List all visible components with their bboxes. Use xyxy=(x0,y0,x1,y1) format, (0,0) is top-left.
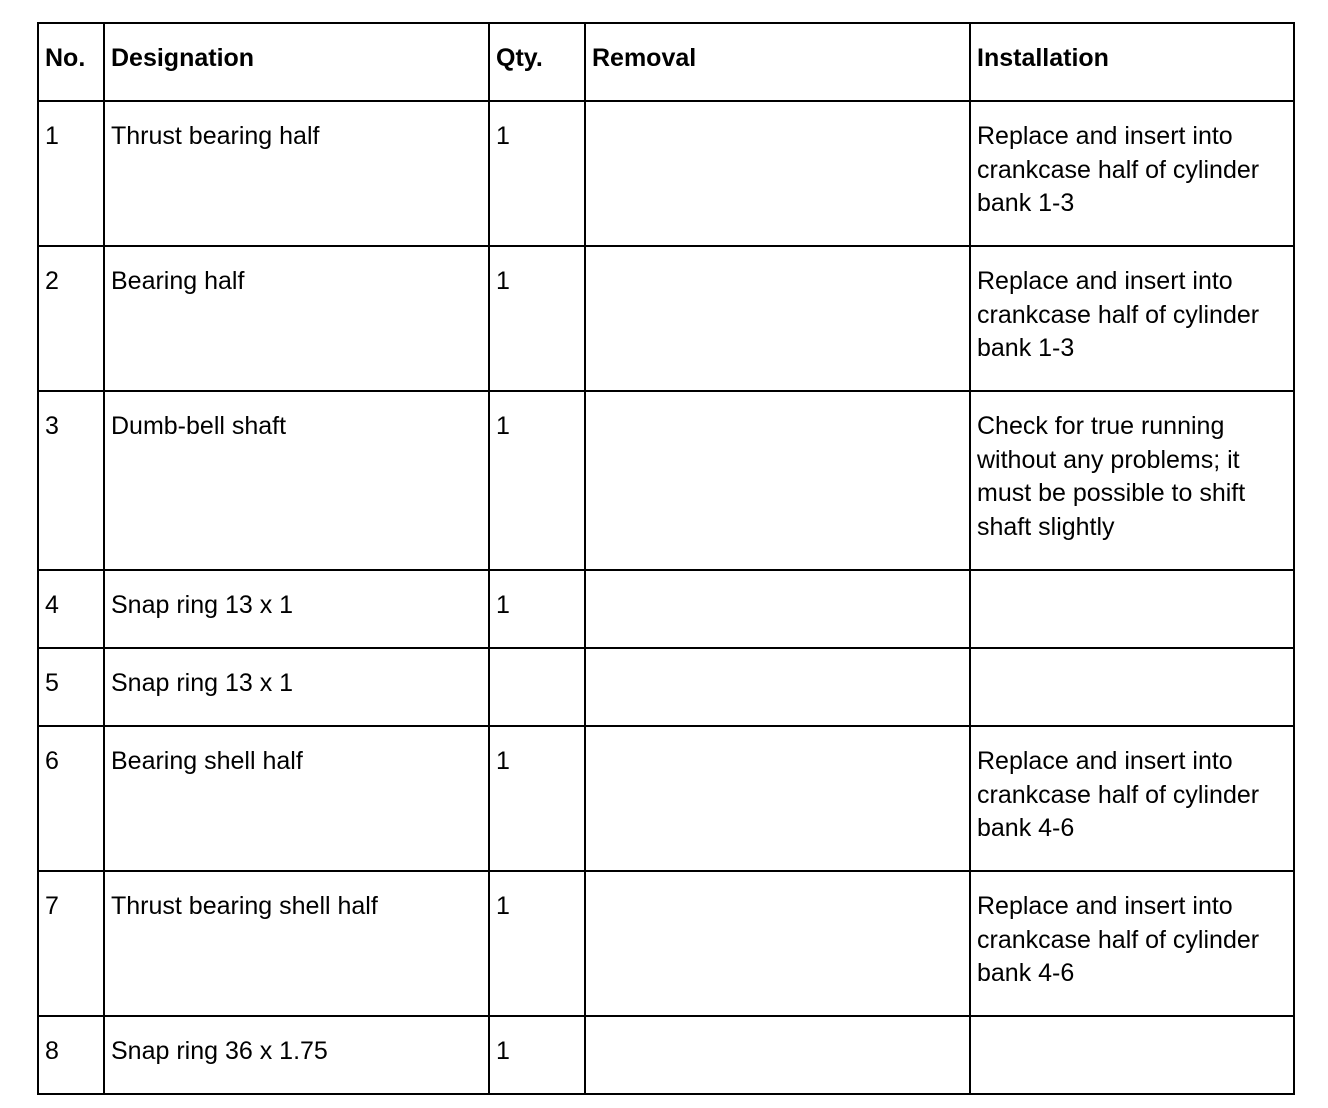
cell-no: 2 xyxy=(38,246,104,391)
header-no: No. xyxy=(38,23,104,101)
cell-removal xyxy=(585,1016,970,1094)
cell-qty: 1 xyxy=(489,871,585,1016)
table-row xyxy=(38,391,1294,570)
cell-installation: Replace and insert into crankcase half of cylinder bank 1-3 xyxy=(970,246,1294,391)
table-row xyxy=(38,726,1294,871)
cell-qty: 1 xyxy=(489,1016,585,1094)
header-designation: Designation xyxy=(104,23,489,101)
table-row xyxy=(38,246,1294,391)
cell-qty: 1 xyxy=(489,570,585,648)
cell-no: 7 xyxy=(38,871,104,1016)
cell-no: 6 xyxy=(38,726,104,871)
cell-designation: Snap ring 13 x 1 xyxy=(104,570,489,648)
cell-no: 5 xyxy=(38,648,104,726)
header-removal: Removal xyxy=(585,23,970,101)
cell-installation xyxy=(970,648,1294,726)
cell-installation: Replace and insert into crankcase half of cylinder bank 4-6 xyxy=(970,726,1294,871)
cell-installation: Replace and insert into crankcase half of cylinder bank 1-3 xyxy=(970,101,1294,246)
cell-no: 8 xyxy=(38,1016,104,1094)
header-qty: Qty. xyxy=(489,23,585,101)
cell-installation xyxy=(970,570,1294,648)
cell-no: 1 xyxy=(38,101,104,246)
cell-removal xyxy=(585,101,970,246)
cell-removal xyxy=(585,391,970,570)
cell-designation: Snap ring 36 x 1.75 xyxy=(104,1016,489,1094)
cell-removal xyxy=(585,246,970,391)
cell-no: 3 xyxy=(38,391,104,570)
cell-qty: 1 xyxy=(489,726,585,871)
cell-designation: Thrust bearing shell half xyxy=(104,871,489,1016)
cell-designation: Snap ring 13 x 1 xyxy=(104,648,489,726)
cell-installation: Check for true running without any problems; it must be possible to shift shaft slightly xyxy=(970,391,1294,570)
cell-removal xyxy=(585,871,970,1016)
cell-qty: 1 xyxy=(489,246,585,391)
cell-removal xyxy=(585,726,970,871)
table-row xyxy=(38,570,1294,648)
cell-removal xyxy=(585,570,970,648)
cell-designation: Dumb-bell shaft xyxy=(104,391,489,570)
cell-qty xyxy=(489,648,585,726)
cell-removal xyxy=(585,648,970,726)
header-row xyxy=(38,23,1294,101)
cell-no: 4 xyxy=(38,570,104,648)
cell-designation: Bearing half xyxy=(104,246,489,391)
table-row xyxy=(38,648,1294,726)
table-row xyxy=(38,871,1294,1016)
cell-qty: 1 xyxy=(489,391,585,570)
cell-qty: 1 xyxy=(489,101,585,246)
header-installation: Installation xyxy=(970,23,1294,101)
cell-designation: Bearing shell half xyxy=(104,726,489,871)
parts-table xyxy=(37,22,1295,1095)
table-row xyxy=(38,101,1294,246)
cell-installation: Replace and insert into crankcase half of cylinder bank 4-6 xyxy=(970,871,1294,1016)
cell-installation xyxy=(970,1016,1294,1094)
table-row xyxy=(38,1016,1294,1094)
cell-designation: Thrust bearing half xyxy=(104,101,489,246)
